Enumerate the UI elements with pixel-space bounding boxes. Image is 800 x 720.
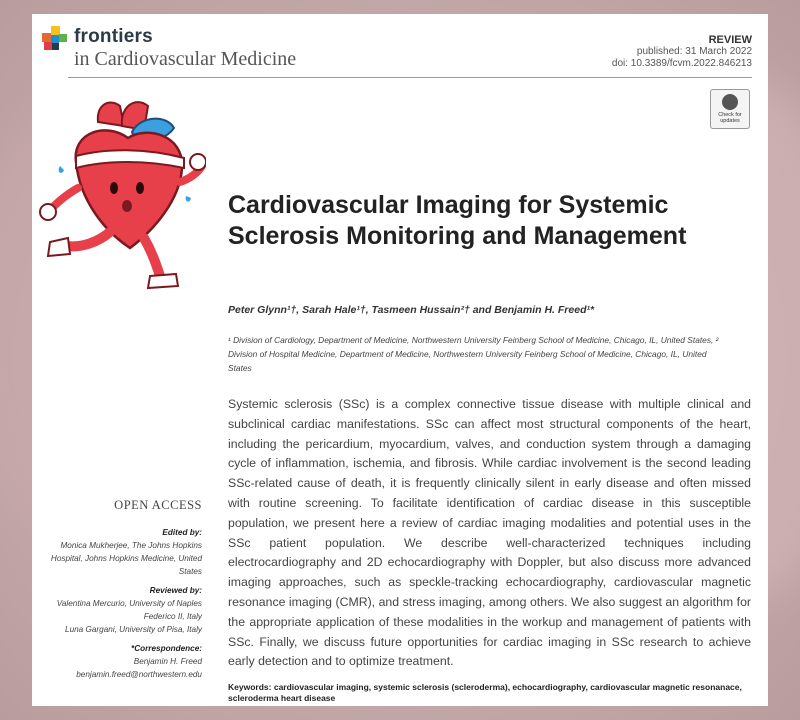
correspondence-name: Benjamin H. Freed [133, 657, 202, 666]
keywords-label: Keywords: [228, 682, 272, 692]
article-authors: Peter Glynn¹†, Sarah Hale¹†, Tasmeen Hussain²† and Benjamin H. Freed¹* [228, 304, 595, 316]
article-title: Cardiovascular Imaging for Systemic Sclerosis Monitoring and Management [228, 191, 687, 250]
running-heart-mascot [36, 92, 206, 292]
keywords-list: cardiovascular imaging, systemic sclerosis (scleroderma), echocardiography, cardiovascular magnetic resonanace, scleroderma heart disease [228, 682, 742, 703]
correspondence-email[interactable]: benjamin.freed@northwestern.edu [76, 670, 202, 679]
reviewer: Luna Gargani, University of Pisa, Italy [65, 625, 202, 634]
article-keywords [228, 682, 751, 704]
article-meta [612, 34, 752, 70]
article-type: REVIEW [708, 34, 752, 46]
correspondence-label: *Correspondence: [131, 644, 202, 653]
article-page [32, 14, 768, 706]
frontiers-logo-icon [42, 26, 68, 52]
editor: Monica Mukherjee, The Johns Hopkins Hospital, Johns Hopkins Medicine, United States [50, 541, 202, 576]
check-for-updates-button[interactable] [710, 89, 750, 129]
article-abstract: Systemic sclerosis (SSc) is a complex connective tissue disease with multiple clinical and subclinical cardiac manifestations. SSc can affect most structural components of the heart, including the pericardium, myocardium, valves, and conduction system through a damaging cycle of inflammation, ischemia, and fibrosis. While cardiac involvement is the second leading SSc-related cause of death, it is frequently clinically silent in early disease and often missed with routine screening. To facilitate identification of cardiac disease in this susceptible population, we present here a review of cardiac imaging modalities and potential uses in the SSc patient population. We describe well-characterized techniques including electrocardiography and 2D echocardiography with Doppler, but also discuss more advanced imaging approaches, such as speckle-tracking echocardiography, cardiovascular magnetic resonance imaging (CMR), and stress imaging, among others. We also suggest an algorithm for the appropriate application of these modalities in the workup and management of patients with SSc. Finally, we discuss future opportunities for cardiac imaging in SSc research to achieve early detection and to optimize treatment. [228, 397, 751, 669]
editorial-sidebar [42, 526, 202, 681]
check-for-updates-icon [722, 94, 738, 110]
check-for-updates-label: Check for updates [718, 112, 742, 124]
publish-date: published: 31 March 2022 [636, 46, 752, 57]
header-divider [68, 77, 752, 78]
doi[interactable]: doi: 10.3389/fcvm.2022.846213 [611, 58, 752, 69]
edited-by-label: Edited by: [162, 528, 202, 537]
reviewer: Valentina Mercurio, University of Naples Federico II, Italy [56, 599, 202, 621]
open-access-label: OPEN ACCESS [114, 498, 202, 512]
reviewed-by-label: Reviewed by: [149, 586, 202, 595]
brand-name: frontiers [74, 26, 153, 47]
author-affiliations: ¹ Division of Cardiology, Department of Medicine, Northwestern University Feinberg School of Medicine, Chicago, IL, United States, ² Division of Hospital Medicine, Department of Medicine, Northwestern University Feinberg School of Medicine, Chicago, IL, United States [228, 335, 719, 373]
journal-name: in Cardiovascular Medicine [74, 48, 297, 70]
